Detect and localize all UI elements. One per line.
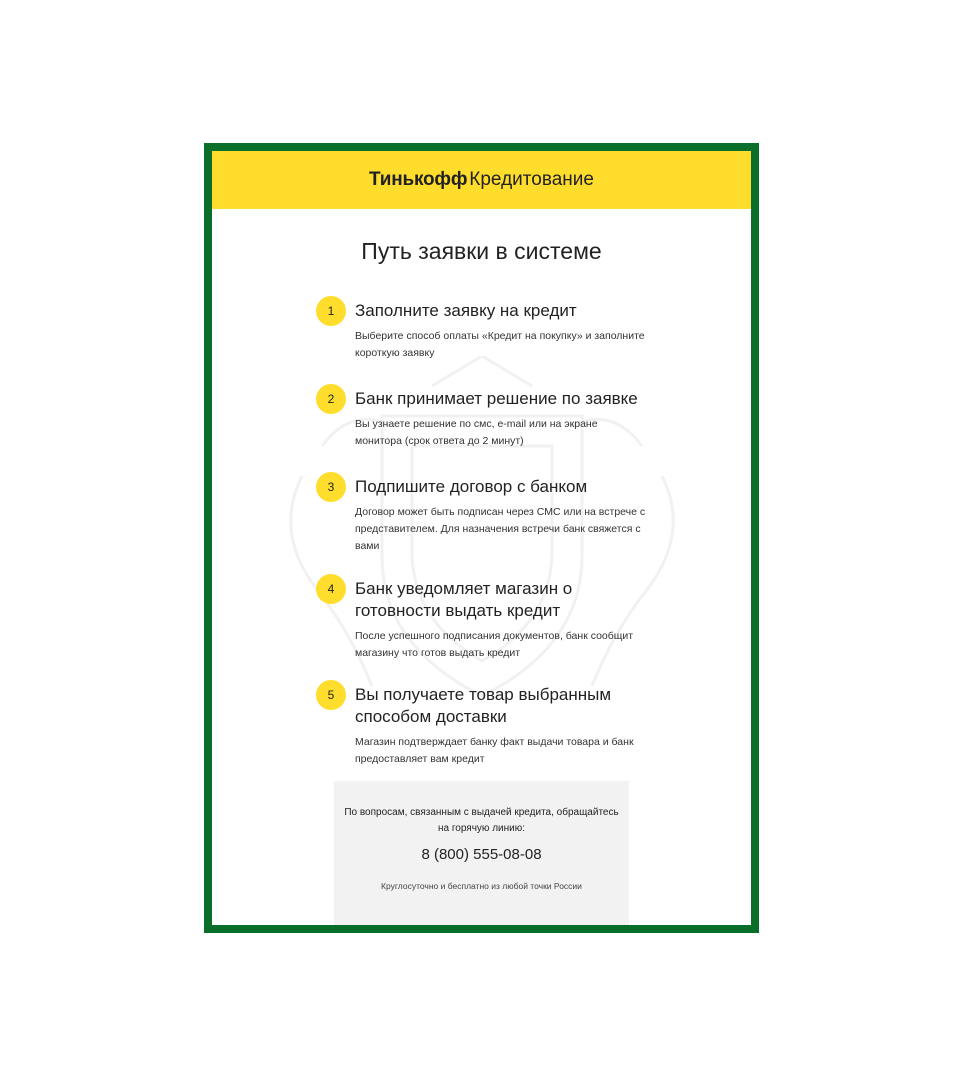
step-description: Вы узнаете решение по смс, e-mail или на экране монитора (срок ответа до 2 минут)	[355, 418, 598, 447]
step-title: Подпишите договор с банком	[355, 477, 588, 496]
step-number-badge: 4	[316, 574, 346, 604]
step-title: Банк уведомляет магазин о готовности выдать кредит	[355, 579, 573, 620]
step-description: Договор может быть подписан через СМС или на встрече с представителем. Для назначения встречи банк свяжется с вами	[355, 506, 646, 552]
step-title: Вы получаете товар выбранным способом доставки	[355, 685, 612, 726]
brand-header	[212, 151, 751, 209]
step-description: Магазин подтверждает банку факт выдачи товара и банк предоставляет вам кредит	[355, 736, 634, 765]
hotline-note: Круглосуточно и бесплатно из любой точки России	[381, 881, 582, 891]
step-number-badge: 2	[316, 384, 346, 414]
page-title: Путь заявки в системе	[361, 238, 602, 264]
brand-product: Кредитование	[469, 169, 594, 190]
step-description: После успешного подписания документов, банк сообщит магазину что готов выдать кредит	[355, 630, 634, 659]
step-description: Выберите способ оплаты «Кредит на покупку» и заполните короткую заявку	[355, 330, 645, 359]
document-card	[204, 143, 759, 933]
step-title: Банк принимает решение по заявке	[355, 389, 638, 408]
step-title: Заполните заявку на кредит	[355, 301, 577, 320]
step-number-badge: 3	[316, 472, 346, 502]
step-number-badge: 1	[316, 296, 346, 326]
hotline-box	[334, 781, 629, 933]
step-number-badge: 5	[316, 680, 346, 710]
hotline-phone: 8 (800) 555-08-08	[421, 846, 542, 863]
brand-name: Тинькофф	[369, 169, 468, 190]
hotline-text: По вопросам, связанным с выдачей кредита, обращайтесь на горячую линию:	[344, 807, 619, 834]
